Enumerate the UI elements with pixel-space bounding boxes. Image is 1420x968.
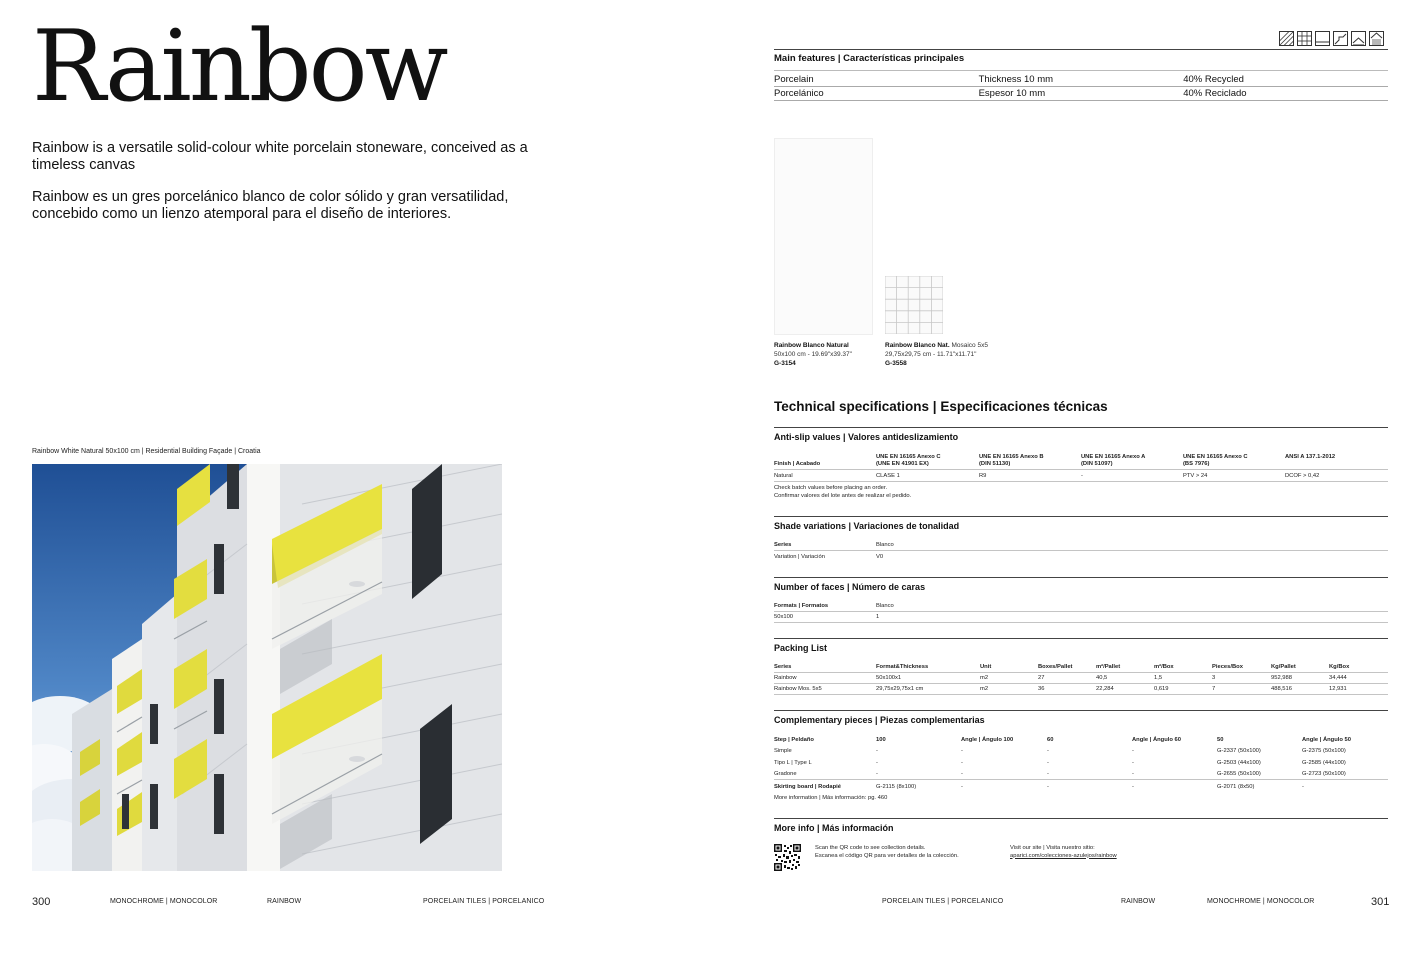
table-row: 50x100 1 (774, 612, 1388, 623)
footer-series-left: RAINBOW (267, 898, 302, 905)
main-features-rule (774, 70, 1388, 71)
photo-caption: Rainbow White Natural 50x100 cm | Residential Building Façade | Croatia (32, 448, 261, 455)
table-row: Series Blanco (774, 540, 1388, 551)
feature-cell: Espesor 10 mm (978, 88, 1046, 99)
qr-instructions: Scan the QR code to see collection details. Escanea el código QR para ver detalles de la colección. (815, 845, 959, 859)
faces-table (774, 601, 1388, 623)
more-info-heading: More info | Más información (774, 823, 894, 833)
table-row: Rainbow 50x100x1 m2 27 40,5 1,5 3 952,988 34,444 (774, 673, 1388, 684)
house-icon (1369, 31, 1384, 46)
table-row: Skirting board | Rodapié G-2115 (8x100) - - - G-2071 (8x50) - (774, 784, 1304, 790)
packing-heading: Packing List (774, 643, 828, 653)
table-row: Gradone - - - - G-2655 (50x100) G-2723 (50x100) (774, 768, 1388, 780)
complementary-heading: Complementary pieces | Piezas complementarias (774, 715, 985, 725)
footer-series-right: RAINBOW (1121, 898, 1156, 905)
table-row: Rainbow Mos. 5x5 29,75x29,75x1 cm m2 36 22,284 0,619 7 488,516 12,931 (774, 684, 1388, 695)
chevron-icon (1351, 31, 1366, 46)
table-row: Variation | Variación V0 (774, 554, 884, 560)
footer-collection-left: MONOCHROME | MONOCOLOR (110, 898, 218, 905)
tile-name: Rainbow Blanco Nat. Mosaico 5x5 (885, 342, 988, 349)
tile-caption (774, 341, 852, 368)
table-header-row: Step | Peldaño 100 Angle | Ángulo 100 60 Angle | Ángulo 60 50 Angle | Ángulo 50 (774, 737, 1351, 743)
website-info: Visit our site | Visita nuestro sitio: aparici.com/colecciones-azulejos/rainbow (1010, 845, 1117, 859)
page-number-right: 301 (1371, 896, 1390, 908)
table-header-row: Series Format&Thickness Unit Boxes/Pallet m²/Pallet m²/Box Pieces/Box Kg/Pallet Kg/Box (774, 662, 1388, 673)
section-rule (774, 710, 1388, 711)
antislip-heading: Anti-slip values | Valores antideslizamiento (774, 432, 959, 442)
complementary-table (774, 734, 1388, 792)
table-row: Tipo L | Type L - - - - G-2503 (44x100) G-2585 (44x100) (774, 760, 1346, 766)
table-header-row: Finish | Acabado UNE EN 16165 Anexo C (UNE EN 41901 EX) UNE EN 16165 Anexo B (DIN 51130) UNE EN 16165 Anexo A (DIN 51097) UNE EN 16165 Anexo C (BS 7976) ANSI A 137.1-2012 (774, 452, 1388, 470)
main-features-row (774, 87, 1388, 101)
page-number-left: 300 (32, 896, 51, 908)
feature-cell: Thickness 10 mm (978, 74, 1054, 85)
section-rule (774, 427, 1388, 428)
section-rule (774, 577, 1388, 578)
feature-cell: 40% Reciclado (1183, 88, 1247, 99)
table-row: Simple - - - - G-2337 (50x100) G-2375 (50x100) (774, 748, 1346, 754)
stair-icon (1333, 31, 1348, 46)
main-features-row (774, 73, 1388, 87)
diagonal-lines-icon (1279, 31, 1294, 46)
feature-cell: 40% Recycled (1183, 74, 1244, 85)
collection-title: Rainbow (32, 10, 446, 124)
packing-table (774, 662, 1388, 695)
tech-spec-heading: Technical specifications | Especificaciones técnicas (774, 399, 1108, 414)
intro-spanish: Rainbow es un gres porcelánico blanco de color sólido y gran versatilidad, concebido como un lienzo atemporal para el diseño de interiores. (32, 189, 509, 222)
tile-caption (885, 341, 988, 368)
section-rule (774, 818, 1388, 819)
tile-code: G-3154 (774, 360, 796, 367)
faces-heading: Number of faces | Número de caras (774, 582, 926, 592)
complementary-more-info: More information | Más información: pg. 460 (774, 795, 888, 801)
shade-heading: Shade variations | Variaciones de tonalidad (774, 521, 960, 531)
feature-cell: Porcelain (774, 74, 814, 85)
floor-icon (1315, 31, 1330, 46)
shade-table (774, 540, 1388, 562)
use-icons (1279, 31, 1384, 46)
building-facade-photo (32, 464, 502, 871)
top-rule (774, 49, 1388, 50)
tile-swatch-mosaico (885, 276, 943, 334)
footer-category-right: PORCELAIN TILES | PORCELANICO (882, 898, 1004, 905)
tile-size: 50x100 cm - 19.69"x39.37" (774, 351, 852, 358)
section-rule (774, 516, 1388, 517)
footer-category-left: PORCELAIN TILES | PORCELANICO (423, 898, 545, 905)
intro-english: Rainbow is a versatile solid-colour white porcelain stoneware, conceived as a timeless canvas (32, 140, 528, 173)
main-features-heading: Main features | Características principales (774, 53, 965, 64)
feature-cell: Porcelánico (774, 88, 824, 99)
footer-collection-right: MONOCHROME | MONOCOLOR (1207, 898, 1315, 905)
table-row: Formats | Formatos Blanco (774, 601, 1388, 612)
tile-code: G-3558 (885, 360, 907, 367)
section-rule (774, 638, 1388, 639)
tile-name: Rainbow Blanco Natural (774, 342, 849, 349)
website-link[interactable]: aparici.com/colecciones-azulejos/rainbow (1010, 852, 1117, 859)
antislip-note: Check batch values before placing an order. Confirmar valores del lote antes de realizar el pedido. (774, 485, 912, 499)
table-row: Natural CLASE 1 R9 - PTV > 24 DCOF > 0,42 (774, 470, 1388, 482)
grid-icon (1297, 31, 1312, 46)
qr-code-icon[interactable] (774, 844, 801, 871)
tile-size: 29,75x29,75 cm - 11.71"x11.71" (885, 351, 977, 358)
antislip-table (774, 452, 1388, 482)
tile-swatch-blanco-natural (774, 138, 873, 335)
